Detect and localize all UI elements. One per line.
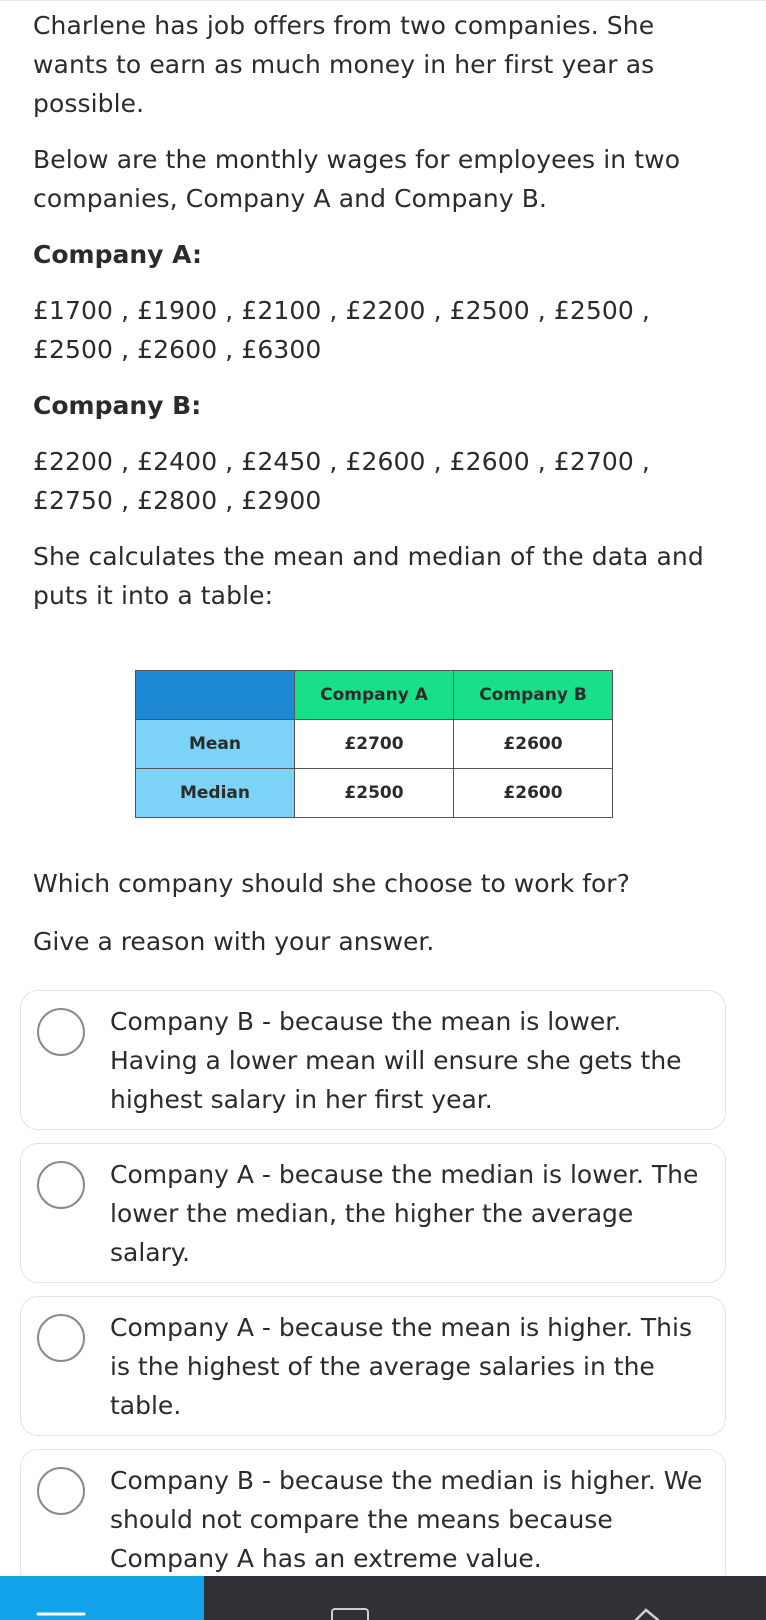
question-content — [33, 6, 733, 632]
table-row-mean — [136, 720, 613, 769]
top-divider — [0, 0, 766, 1]
keyboard-icon[interactable] — [330, 1606, 370, 1620]
company-b-wages-line-1: £2200 , £2400 , £2450 , £2600 , £2600 , £2700 , — [33, 447, 650, 476]
instruction-text: Give a reason with your answer. — [33, 927, 435, 956]
radio-button[interactable] — [37, 1008, 85, 1056]
back-icon[interactable] — [632, 1606, 662, 1620]
table-cell: £2600 — [454, 720, 613, 769]
table-cell: £2500 — [295, 769, 454, 818]
table-cell: £2600 — [454, 769, 613, 818]
answer-option-text: Company B - because the mean is lower. Having a lower mean will ensure she gets the highest salary in her first year. — [110, 1007, 682, 1114]
answer-option-2[interactable] — [20, 1143, 726, 1283]
company-a-wages-line-1: £1700 , £1900 , £2100 , £2200 , £2500 , £2500 , — [33, 296, 650, 325]
intro-paragraph-1: Charlene has job offers from two companies. She wants to earn as much money in her first year as possible. — [33, 11, 655, 118]
answer-option-text: Company B - because the median is higher. We should not compare the means because Company A has an extreme value. — [110, 1466, 703, 1573]
company-a-heading: Company A: — [33, 240, 202, 269]
menu-icon[interactable] — [36, 1608, 86, 1620]
averages-table — [135, 670, 613, 818]
table-row-median — [136, 769, 613, 818]
bottom-navigation-bar — [0, 1576, 766, 1620]
company-a-wages — [33, 291, 733, 369]
answer-option-1[interactable] — [20, 990, 726, 1130]
company-b-wages — [33, 442, 733, 520]
company-a-wages-line-2: £2500 , £2600 , £6300 — [33, 335, 322, 364]
answer-option-3[interactable] — [20, 1296, 726, 1436]
table-header-row — [136, 671, 613, 720]
question-text: Which company should she choose to work for? — [33, 869, 630, 898]
answer-option-4[interactable] — [20, 1449, 726, 1589]
intro-paragraph-2: Below are the monthly wages for employees in two companies, Company A and Company B. — [33, 145, 681, 213]
table-intro: She calculates the mean and median of the data and puts it into a table: — [33, 542, 704, 610]
table-cell: £2700 — [295, 720, 454, 769]
company-b-wages-line-2: £2750 , £2800 , £2900 — [33, 486, 322, 515]
active-tab-indicator[interactable] — [0, 1576, 204, 1620]
table-header-company-a: Company A — [295, 671, 454, 720]
company-b-heading: Company B: — [33, 391, 202, 420]
table-header-company-b: Company B — [454, 671, 613, 720]
table-corner-cell — [136, 671, 295, 720]
answer-option-text: Company A - because the median is lower. The lower the median, the higher the average salary. — [110, 1160, 699, 1267]
radio-button[interactable] — [37, 1161, 85, 1209]
radio-button[interactable] — [37, 1314, 85, 1362]
radio-button[interactable] — [37, 1467, 85, 1515]
answer-option-text: Company A - because the mean is higher. This is the highest of the average salaries in the table. — [110, 1313, 692, 1420]
table-row-label: Mean — [136, 720, 295, 769]
table-row-label: Median — [136, 769, 295, 818]
